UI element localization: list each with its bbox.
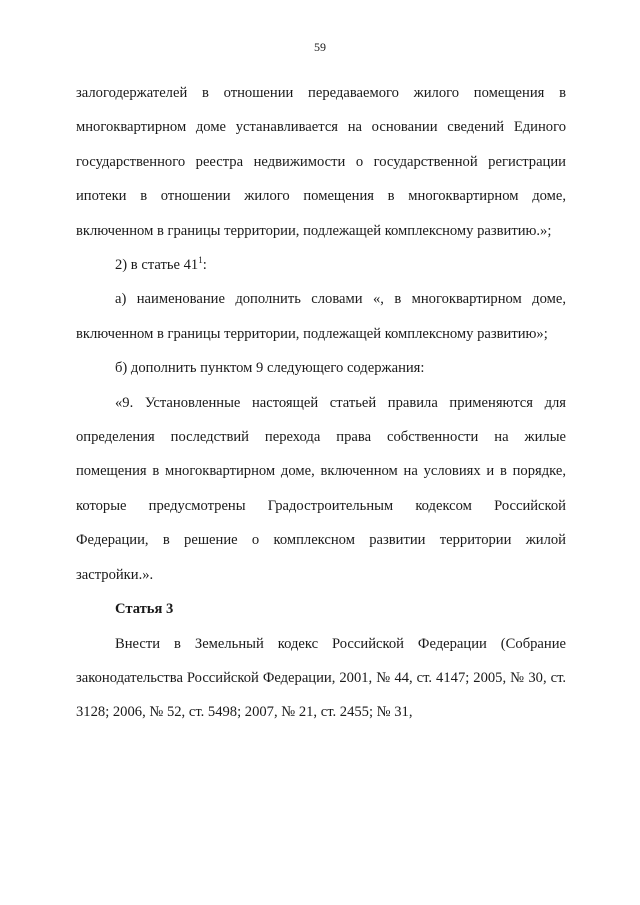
paragraph-point-9: «9. Установленные настоящей статьей правила применяются для определения последствий перехода права собственности на жилые помещения в многоквартирном доме, включенном на условиях и в порядке, которые предусмотрены Градостроительным кодексом Российской Федерации, в решение о комплексном развитии территории жилой застройки.».	[76, 394, 566, 583]
superscript-index: 1	[198, 255, 203, 266]
paragraph-article-41-1	[76, 248, 566, 282]
paragraph-mortgagees: залогодержателей в отношении передаваемого жилого помещения в многоквартирном доме устанавливается на основании сведений Единого государственного реестра недвижимости о государственной регистрации ипотеки в отношении жилого помещения в многоквартирном доме, включенном в границы территории, подлежащей комплексному развитию.»;	[76, 85, 566, 239]
article-reference-text: 2) в статье 41	[115, 257, 199, 274]
document-body	[76, 76, 566, 730]
paragraph-item-a: а) наименование дополнить словами «, в многоквартирном доме, включенном в границы территории, подлежащей комплексному развитию»;	[76, 291, 566, 342]
paragraph-land-code: Внести в Земельный кодекс Российской Федерации (Собрание законодательства Российской Федерации, 2001, № 44, ст. 4147; 2005, № 30, ст. 3128; 2006, № 52, ст. 5498; 2007, № 21, ст. 2455; № 31,	[76, 635, 566, 721]
colon-text: :	[202, 257, 207, 274]
paragraph-item-b: б) дополнить пунктом 9 следующего содержания:	[115, 360, 425, 377]
article-heading: Статья 3	[115, 601, 174, 618]
page-number: 59	[314, 40, 326, 54]
